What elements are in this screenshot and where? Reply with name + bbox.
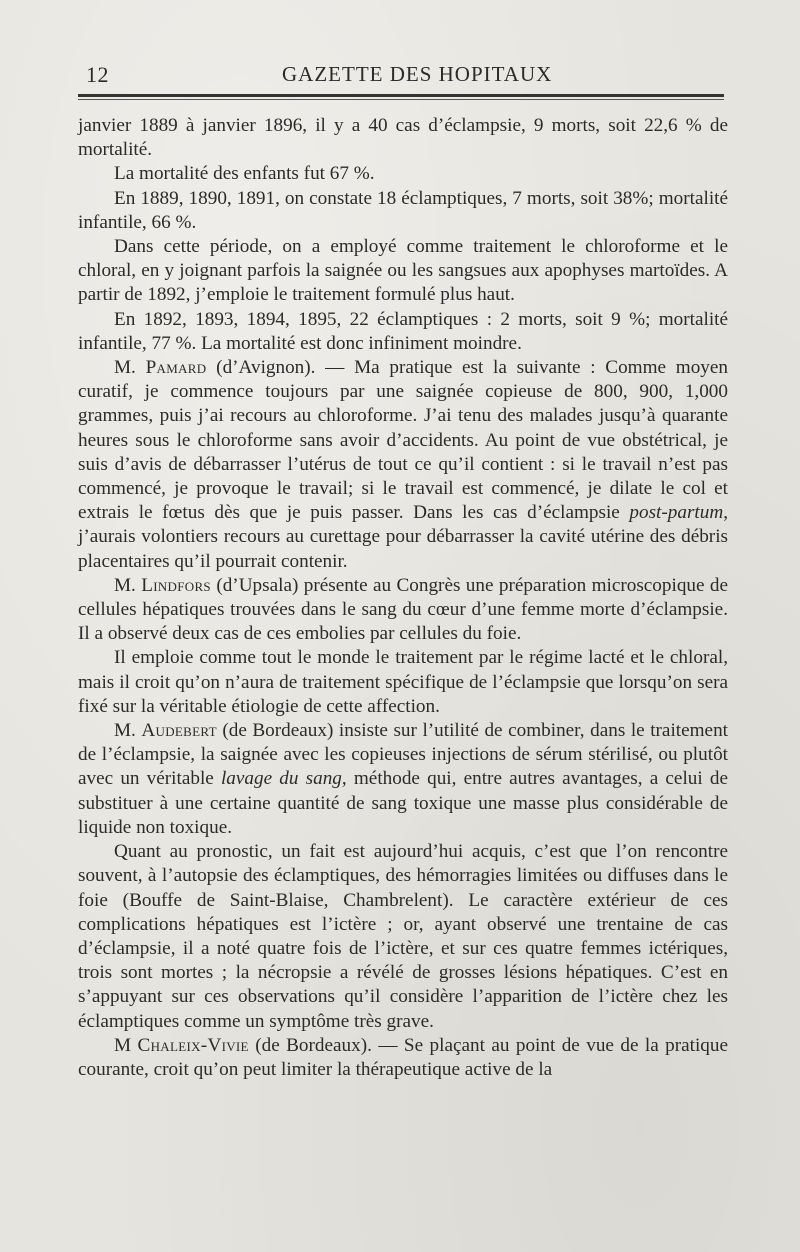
italic-term: lavage du sang (220, 768, 342, 790)
paragraph-8: Il emploie comme tout le monde le traitement par le régime lacté et le chloral, mais il croit qu’on n’aura de traitement spécifique de l’éclampsie que lorsqu’on sera fixé sur la véritable étiologie de cette affection. (78, 647, 728, 717)
page-number: 12 (86, 62, 109, 87)
paragraph-2: La mortalité des enfants fut 67 %. (114, 163, 375, 185)
paragraph-text: (de Bordeaux). — Se plaçant au point de vue de la pratique courante, croit qu’on peut limiter la thérapeutique active de la (78, 1034, 729, 1080)
speaker-prefix: M. (114, 574, 142, 596)
paragraph-text-end: , j’aurais volontiers recours au curettage pour débarrasser la cavité utérine des débris placentaires qu’il pourrait contenir. (78, 502, 728, 572)
running-title: GAZETTE DES HOPITAUX (282, 62, 553, 86)
speaker-name: Lindfors (141, 574, 211, 596)
article-body (78, 114, 728, 1082)
paragraph-text-end: , méthode qui, entre autres avantages, a celui de substituer à une certaine quantité de sang toxique une masse plus considérable de liquide non toxique. (78, 768, 728, 838)
paragraph-4: Dans cette période, on a employé comme traitement le chloroforme et le chloral, en y joignant parfois la saignée ou les sangsues aux apophyses martoïdes. A partir de 1892, j’emploie le traitement formulé plus haut. (78, 236, 728, 306)
paragraph-text: (de Bordeaux) insiste sur l’utilité de combiner, dans le traitement de l’éclampsie, la saignée avec les copieuses injections de sérum stérilisé, ou plutôt avec un véritable (78, 720, 728, 790)
paragraph-audebert (78, 719, 728, 840)
speaker-name: Audebert (141, 720, 217, 742)
paragraph-1: janvier 1889 à janvier 1896, il y a 40 cas d’éclampsie, 9 morts, soit 22,6 % de mortalité. (78, 115, 728, 161)
paragraph-3: En 1889, 1890, 1891, on constate 18 éclamptiques, 7 morts, soit 38%; mortalité infantile, 66 %. (78, 187, 728, 233)
italic-term: post-partum (629, 502, 724, 524)
paragraph-10: Quant au pronostic, un fait est aujourd’hui acquis, c’est que l’on rencontre souvent, à l’autopsie des éclamptiques, des hémorragies limitées ou diffuses dans le foie (Bouffe de Saint-Blaise, Chambrelent). Le caractère extérieur de ces complications hépatiques est l’ictère ; or, ayant observé une trentaine de cas d’éclampsie, il a noté quatre fois de l’ictère, et sur ces quatre femmes ictériques, trois sont mortes ; la nécropsie a révélé de grosses lésions hépatiques. C’est en s’appuyant sur ces observations qu’il considère l’apparition de l’ictère chez les éclamptiques comme un symptôme très grave. (78, 841, 728, 1032)
page-header (86, 62, 726, 92)
speaker-prefix: M (114, 1034, 138, 1056)
speaker-prefix: M. (114, 357, 146, 379)
paragraph-text: (d’Upsala) présente au Congrès une préparation microscopique de cellules hépatiques trouvées dans le sang du cœur d’une femme morte d’éclampsie. Il a observé deux cas de ces embolies par cellules du foie. (78, 574, 728, 645)
speaker-name: Pamard (145, 357, 207, 379)
speaker-name: Chaleix-Vivie (137, 1034, 249, 1056)
paragraph-chaleix-vivie (78, 1034, 728, 1082)
paragraph-5: En 1892, 1893, 1894, 1895, 22 éclamptiques : 2 morts, soit 9 %; mortalité infantile, 77 %. La mortalité est donc infiniment moindre. (78, 308, 728, 354)
speaker-prefix: M. (114, 720, 142, 742)
paragraph-text: (d’Avignon). — Ma pratique est la suivante : Comme moyen curatif, je commence toujours par une saignée copieuse de 800, 900, 1,000 grammes, puis j’ai recours au chloroforme. J’ai tenu des malades jusqu’à quarante heures sous le chloroforme sans avoir d’accidents. Au point de vue obstétrical, je suis d’avis de débarrasser l’utérus de tout ce qu’il contient : si le travail n’est pas commencé, je provoque le travail; si le travail est commencé, je dilate le col et extrais le fœtus dès que je puis passer. Dans les cas d’éclampsie (78, 357, 728, 524)
header-rule-thin (78, 99, 724, 100)
paragraph-lindfors (78, 574, 728, 647)
paragraph-pamard (78, 356, 728, 574)
header-rule-thick (78, 94, 724, 97)
